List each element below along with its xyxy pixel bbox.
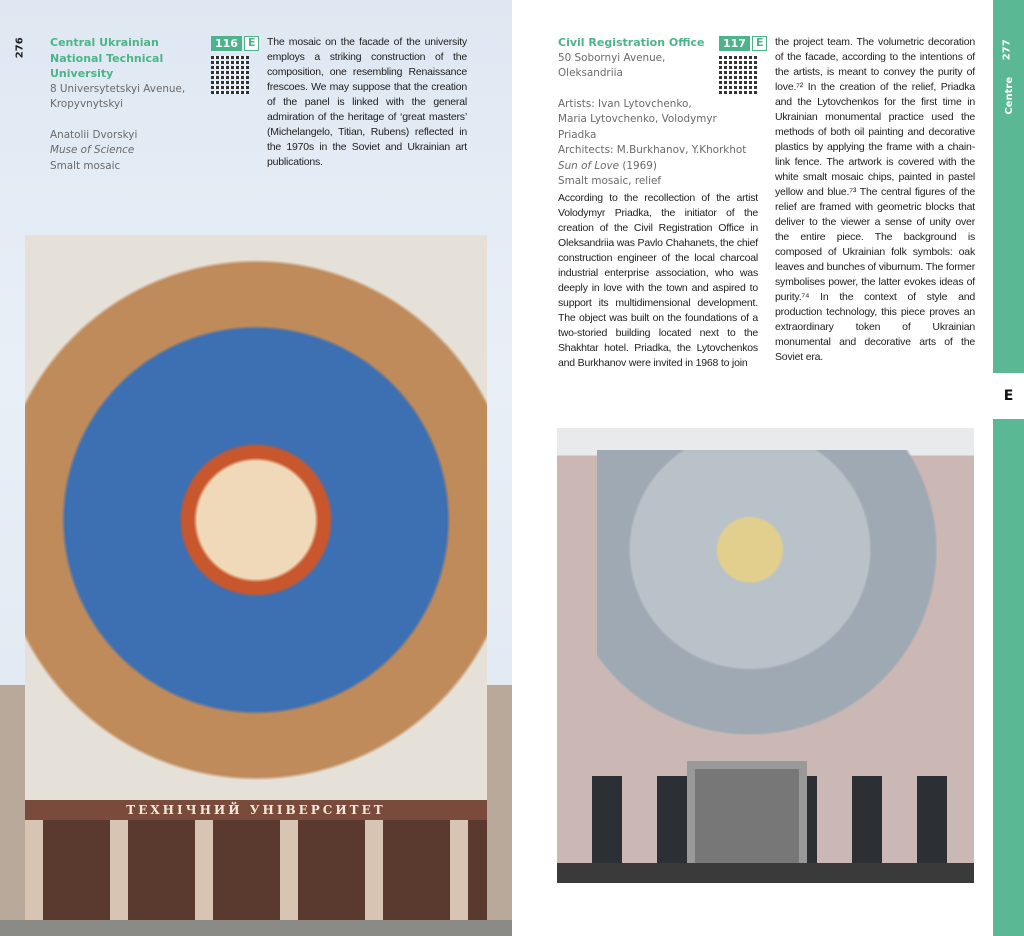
section-sidebar — [993, 0, 1024, 936]
page-number: 277 — [1001, 39, 1013, 61]
artists-line: Artists: Ivan Lytovchenko, — [558, 97, 692, 110]
body-text: the project team. The volumetric decoration of the facade, according to the intentions of the artists, is meant to convey the purity of love.⁷² In the creation of the relief, Priadka and the Lytovchenkos for the first time in Ukrainian monumental practice used the methods of both oil painting and decorative plastics by applying the frame with a chain-link fence. The artwork is covered with the white smalt mosaic chips, painted in pastel yellow and blue.⁷³ The central figures of the relief are framed with geometric blocks that deliver to the viewer a sense of unity over the entire piece. The background is composed of Ukrainian folk symbols: oak leaves and bunches of viburnum. The former symbolises power, the latter evokes ideas of purity.⁷⁴ In the context of style and production technology, this piece proves an extraordinary token of Ukrainian monumental and decorative arts of the Soviet era. — [775, 36, 975, 363]
qr-code[interactable] — [719, 56, 757, 94]
building-sign: ТЕХНІЧНИЙ УНІВЕРСИТЕТ — [25, 800, 487, 820]
section-tab[interactable]: E — [993, 373, 1024, 419]
entry-badge: 117 E — [719, 36, 767, 51]
qr-code[interactable] — [211, 56, 249, 94]
address-line: Kropyvnytskyi — [50, 98, 124, 110]
mosaic-photo — [0, 185, 512, 936]
medium: Smalt mosaic, relief — [558, 175, 662, 187]
page-number: 276 — [14, 37, 26, 59]
architects: Architects: M.Burkhanov, Y.Khorkhot — [558, 144, 747, 156]
entry-badge: 116 E — [211, 36, 259, 51]
year: (1969) — [619, 159, 657, 172]
entry-title: Civil Registration Office — [558, 36, 705, 49]
artists-line: Maria Lytovchenko, Volodymyr Priadka — [558, 113, 717, 141]
body-text: The mosaic on the facade of the university employs a striking construction of the composition, one resembling Renaissance frescoes. We may suppose that the creation of the panel is linked with the general admiration of the heritage of ‘great masters’ (Michelangelo, Titian, Rubens) reflected in the 1970s in the Soviet and Ukrainian art publications. — [267, 36, 467, 168]
medium: Smalt mosaic — [50, 159, 121, 172]
artist: Anatolii Dvorskyi — [50, 128, 138, 141]
address-line: 50 Sobornyi Avenue, — [558, 51, 666, 64]
work-title: Sun of Love — [558, 159, 620, 172]
relief-photo — [557, 428, 974, 883]
address-line: 8 Universytetskyi Avenue, — [50, 82, 186, 95]
body-text: According to the recollection of the artist Volodymyr Priadka, the initiator of the creation of the Civil Registration Office in Oleksandriia was Pavlo Chahanets, the chief construction engineer of the local charcoal industrial enterprise association, who was deeply in love with the town and aspired to support its multidimensional development. The object was built on the foundations of a two-storied building located next to the Shakhtar hotel. Priadka, the Lytovchenkos and Burkhanov were invited in 1968 to join — [558, 192, 758, 369]
work-title: Muse of Science — [50, 144, 135, 156]
section-name: Centre — [1004, 76, 1016, 115]
entry-title: Central Ukrainian National Technical University — [50, 36, 164, 80]
address-line: Oleksandriia — [558, 67, 623, 79]
